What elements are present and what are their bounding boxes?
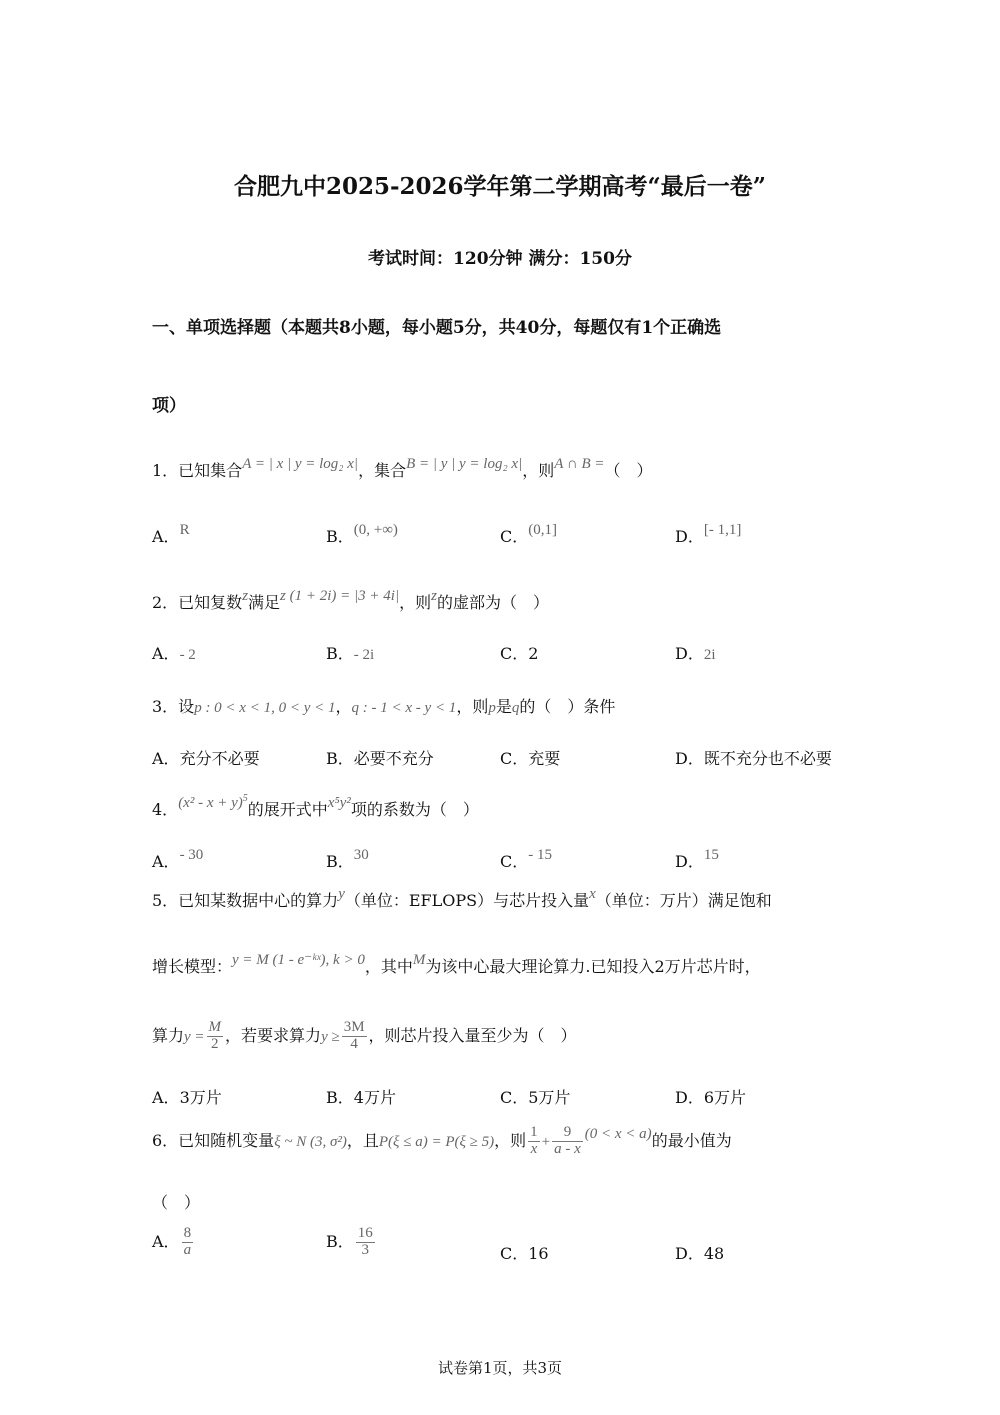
q1-option-d: D．[- 1,1] xyxy=(675,522,742,546)
q3-condition-q: q : - 1 < x - y < 1 xyxy=(351,700,457,716)
q6-option-d: D．48 xyxy=(675,1244,725,1263)
question-5-line1: 5．已知某数据中心的算力y（单位：EFLOPS）与芯片投入量x（单位：万片）满足饱和 xyxy=(152,886,772,910)
q6-distribution: ξ ~ N (3, σ²) xyxy=(274,1133,347,1150)
q1-text-then: ，则 xyxy=(522,461,555,480)
q5-fraction-three-quarters: $\frac{3M}{4}$ xyxy=(343,1019,365,1052)
q1-tail: （ ） xyxy=(604,461,653,480)
q3-option-b: B．必要不充分 xyxy=(326,749,434,768)
q3-var-q: q xyxy=(511,700,520,716)
q6-probability: P(ξ ≤ a) = P(ξ ≥ 5) xyxy=(378,1133,495,1150)
q2-text-mid: 满足 xyxy=(248,593,281,612)
exam-title: 合肥九中2025-2026学年第二学期高考“最后一卷” xyxy=(233,173,767,200)
q1-set-a: A = | x | y = log₂ x| xyxy=(242,456,359,472)
q4-option-d: D．15 xyxy=(675,847,719,871)
q2-equation: z (1 + 2i) = |3 + 4i| xyxy=(280,588,400,604)
q3-var-p: p xyxy=(488,700,496,716)
q2-option-b: B．- 2i xyxy=(326,644,375,663)
q4-option-a: A．- 30 xyxy=(152,847,204,871)
page-footer: 试卷第1页，共3页 xyxy=(437,1359,563,1377)
q6-fraction-2: $\frac{9}{a - x}$ xyxy=(554,1124,581,1157)
q5-var-y: y xyxy=(338,886,345,902)
q1-option-b: B．(0, +∞) xyxy=(326,522,398,546)
q6-option-c: C．16 xyxy=(500,1244,549,1263)
q2-var-z: z xyxy=(242,588,249,604)
q1-option-c: C．(0,1] xyxy=(500,522,557,546)
question-5-line2: 增长模型：y = M (1 - e⁻ᵏˣ), k > 0，其中M为该中心最大理论算力.已知投入2万片芯片时， xyxy=(152,952,761,976)
q2-option-d: D．2i xyxy=(675,644,716,663)
q4-text-mid: 的展开式中 xyxy=(247,800,328,819)
question-6-line2: （ ） xyxy=(152,1193,201,1212)
q6-range: (0 < x < a) xyxy=(584,1125,652,1142)
q6-option-b: B． $\frac{16}{3}$ xyxy=(326,1225,373,1258)
q1-text-mid: ，集合 xyxy=(358,461,407,480)
q2-tail: 的虚部为（ ） xyxy=(436,593,549,612)
q4-tail: 项的系数为（ ） xyxy=(350,800,479,819)
question-2 xyxy=(152,590,549,613)
q6-fraction-1: $\frac{1}{x}$ xyxy=(530,1124,538,1157)
q6-option-a: A． $\frac{8}{a}$ xyxy=(152,1225,192,1258)
q3-option-c: C．充要 xyxy=(500,749,561,768)
q5-option-c: C．5万片 xyxy=(500,1088,571,1107)
section-heading-line2: 项） xyxy=(152,396,186,416)
q5-option-d: D．6万片 xyxy=(675,1088,747,1107)
q3-option-d: D．既不充分也不必要 xyxy=(675,749,832,768)
q5-model: y = M (1 - e⁻ᵏˣ), k > 0 xyxy=(232,952,365,968)
q5-var-x: x xyxy=(589,886,596,902)
q3-text: 3．设 xyxy=(152,697,195,716)
section-heading-line1: 一、单项选择题（本题共8小题，每小题5分，共40分，每题仅有1个正确选 xyxy=(152,318,722,338)
q2-option-c: C．2 xyxy=(500,644,539,663)
q5-fraction-half: $\frac{M}{2}$ xyxy=(208,1019,222,1052)
q5-option-a: A．3万片 xyxy=(152,1088,222,1107)
question-3: 3．设p : 0 < x < 1, 0 < y < 1，q : - 1 < x - y < 1，则p是q的（ ）条件 xyxy=(152,697,616,716)
q4-term: x⁵y² xyxy=(327,795,351,811)
q2-text: 2．已知复数 xyxy=(152,593,243,612)
q5-var-m: M xyxy=(412,952,426,968)
q4-option-b: B．30 xyxy=(326,847,369,871)
q1-set-b: B = | y | y = log₂ x| xyxy=(406,456,523,472)
question-1 xyxy=(152,458,653,481)
q4-text: 4． xyxy=(152,800,179,819)
exam-subtitle: 考试时间：120分钟 满分：150分 xyxy=(368,249,632,269)
q4-expression: $(x^2 - x + y)^5$ xyxy=(178,793,248,811)
q1-text: 1．已知集合 xyxy=(152,461,243,480)
q2-text-then: ，则 xyxy=(399,593,432,612)
q3-tail: 的（ ）条件 xyxy=(519,697,616,716)
q4-option-c: C．- 15 xyxy=(500,847,552,871)
question-6-line1: 6．已知随机变量ξ ~ N (3, σ²)，且P(ξ ≤ a) = P(ξ ≥ 5)，则 $\frac{1}{x}$ + $\frac{9}{a - x}$ (0 < x < a)的最小值为 xyxy=(152,1124,732,1157)
question-4 xyxy=(152,793,479,820)
q1-option-a: A．R xyxy=(152,522,190,546)
q5-option-b: B．4万片 xyxy=(326,1088,396,1107)
q3-option-a: A．充分不必要 xyxy=(152,749,260,768)
q2-var-z2: z xyxy=(431,588,437,604)
q3-condition-p: p : 0 < x < 1, 0 < y < 1 xyxy=(194,700,336,716)
question-5-line3: 算力y = $\frac{M}{2}$ ，若要求算力y ≥ $\frac{3M}{4}$ ，则芯片投入量至少为（ ） xyxy=(152,1019,577,1052)
q1-expression: A ∩ B = xyxy=(554,456,605,472)
q2-option-a: A．- 2 xyxy=(152,644,196,663)
